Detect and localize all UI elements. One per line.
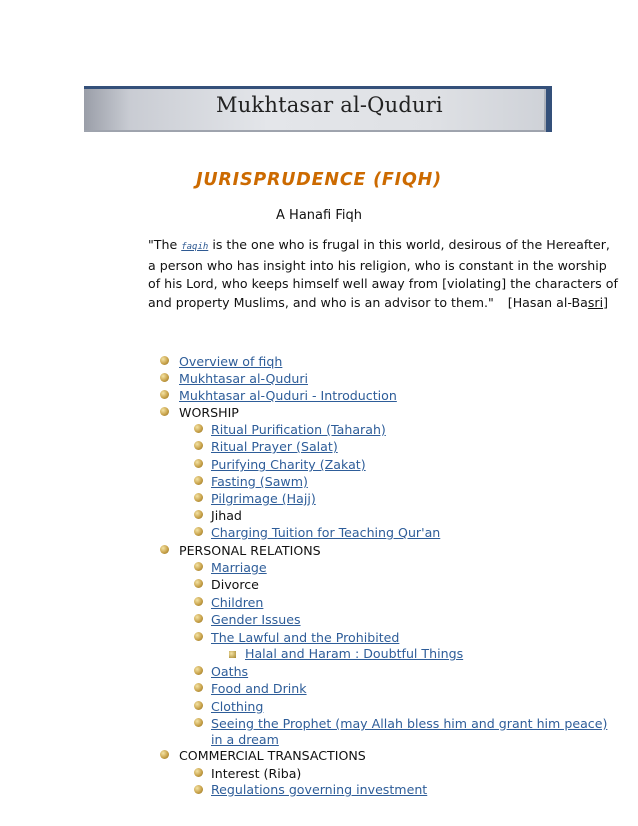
- bullet-icon: [160, 545, 169, 554]
- bullet-icon: [194, 701, 203, 710]
- bullet-icon: [194, 579, 203, 588]
- square-bullet-icon: [229, 651, 236, 658]
- bullet-icon: [194, 666, 203, 675]
- link-food-drink[interactable]: Food and Drink: [211, 681, 307, 696]
- quote-line-3: of his Lord, who keeps himself well away from [violating] the characters of: [148, 276, 618, 291]
- bullet-icon: [160, 390, 169, 399]
- bullet-icon: [160, 407, 169, 416]
- page-subtitle: A Hanafi Fiqh: [276, 208, 362, 223]
- link-taharah[interactable]: Ritual Purification (Taharah): [211, 422, 386, 437]
- item-interest-riba: Interest (Riba): [211, 766, 302, 781]
- faqih-link[interactable]: faqih: [181, 242, 209, 252]
- link-salat[interactable]: Ritual Prayer (Salat): [211, 439, 338, 454]
- link-clothing[interactable]: Clothing: [211, 699, 264, 714]
- link-seeing-prophet-cont[interactable]: in a dream: [211, 732, 279, 747]
- bullet-icon: [160, 373, 169, 382]
- bullet-icon: [194, 459, 203, 468]
- banner-body: [84, 86, 544, 130]
- bullet-icon: [160, 356, 169, 365]
- bullet-icon: [194, 785, 203, 794]
- attribution-post: ]: [603, 294, 609, 310]
- bullet-icon: [194, 476, 203, 485]
- quote-open: "The: [148, 237, 182, 252]
- banner-image: [84, 86, 552, 132]
- section-worship: WORSHIP: [179, 405, 239, 420]
- link-regulations-investment[interactable]: Regulations governing investment: [211, 782, 428, 797]
- quote-line-2: a person who has insight into his religion, who is constant in the worship: [148, 257, 607, 273]
- bullet-icon: [194, 510, 203, 519]
- quote-line-4: and property Muslims, and who is an advisor to them.": [148, 294, 494, 310]
- page-title: JURISPRUDENCE (FIQH): [196, 170, 442, 190]
- link-zakat[interactable]: Purifying Charity (Zakat): [211, 457, 366, 472]
- attribution-underlined: sri: [587, 294, 604, 310]
- quote-line-1: is the one who is frugal in this world, desirous of the Hereafter,: [208, 237, 610, 252]
- link-tuition[interactable]: Charging Tuition for Teaching Qur'an: [211, 525, 441, 540]
- bullet-icon: [194, 562, 203, 571]
- bullet-icon: [194, 632, 203, 641]
- item-divorce: Divorce: [211, 577, 259, 592]
- bullet-icon: [194, 718, 203, 727]
- bullet-icon: [194, 424, 203, 433]
- quote-attribution: [508, 295, 608, 310]
- bullet-icon: [160, 750, 169, 759]
- banner-top-edge: [84, 86, 552, 89]
- link-mukhtasar[interactable]: Mukhtasar al-Quduri: [179, 371, 309, 386]
- bullet-icon: [194, 493, 203, 502]
- section-personal-relations: PERSONAL RELATIONS: [179, 543, 321, 558]
- bullet-icon: [194, 614, 203, 623]
- link-halal-haram[interactable]: Halal and Haram : Doubtful Things: [245, 646, 464, 661]
- bullet-icon: [194, 597, 203, 606]
- link-marriage[interactable]: Marriage: [211, 560, 267, 575]
- bullet-icon: [194, 527, 203, 536]
- link-sawm[interactable]: Fasting (Sawm): [211, 474, 308, 489]
- quote-block: [148, 236, 618, 312]
- link-introduction[interactable]: Mukhtasar al-Quduri - Introduction: [179, 388, 397, 403]
- link-children[interactable]: Children: [211, 595, 264, 610]
- bullet-icon: [194, 683, 203, 692]
- banner-title: Mukhtasar al-Quduri: [216, 93, 443, 117]
- link-seeing-prophet[interactable]: Seeing the Prophet (may Allah bless him and grant him peace): [211, 716, 608, 731]
- attribution-pre: [Hasan al-Ba: [507, 294, 588, 310]
- bullet-icon: [194, 768, 203, 777]
- link-lawful-prohibited[interactable]: The Lawful and the Prohibited: [211, 630, 400, 645]
- banner-right-bar: [546, 86, 552, 132]
- section-commercial-transactions: COMMERCIAL TRANSACTIONS: [179, 748, 366, 763]
- link-oaths[interactable]: Oaths: [211, 664, 249, 679]
- bullet-icon: [194, 441, 203, 450]
- item-jihad: Jihad: [211, 508, 242, 523]
- link-overview-of-fiqh[interactable]: Overview of fiqh: [179, 354, 283, 369]
- link-hajj[interactable]: Pilgrimage (Hajj): [211, 491, 316, 506]
- link-gender-issues[interactable]: Gender Issues: [211, 612, 301, 627]
